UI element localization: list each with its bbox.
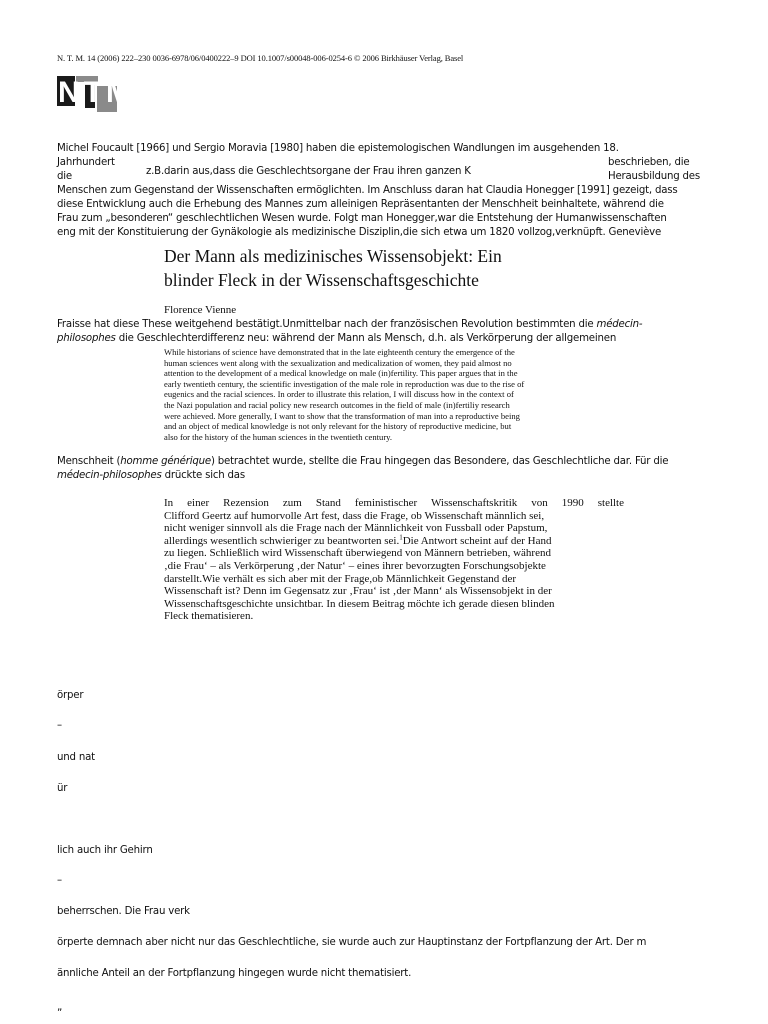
article-title-line-2: blinder Fleck in der Wissenschaftsgeschichte <box>164 270 479 290</box>
fraisse-line-1: Fraisse hat diese These weitgehend bestätigt.Unmittelbar nach der französischen Revolution bestimmten die médecin- <box>57 319 643 330</box>
intro-line-3c: Herausbildung des <box>608 171 700 182</box>
fragment-8: örperte demnach aber nicht nur das Geschlechtliche, sie wurde auch zur Hauptinstanz der Fortpflanzung der Art. Der m <box>57 937 647 948</box>
main-line: nicht weniger sinnvoll als die Frage nach der Männlichkeit von Fussball oder Papstum, <box>164 522 548 535</box>
abstract-line: were achieved. More generally, I want to show that the transformation of man into a reproductive being <box>164 410 520 421</box>
ntm-logo <box>57 76 135 112</box>
main-line: Wissenschaft ist? Denn im Gegensatz zur ‚Frau‘ ist ‚der Mann‘ als Wissensobjekt in der <box>164 585 552 598</box>
intro-line-5: diese Entwicklung auch die Erhebung des Mannes zum alleinigen Repräsentanten der Menschheit beinhaltete, während die <box>57 199 664 210</box>
main-line: darstellt.Wie verhält es sich aber mit der Frage,ob Männlichkeit Gegenstand der <box>164 572 517 585</box>
fragment-5: lich auch ihr Gehirn <box>57 845 153 856</box>
article-title-line-1: Der Mann als medizinisches Wissensobjekt: Ein <box>164 246 502 266</box>
author-name: Florence Vienne <box>164 304 237 316</box>
abstract-line: also for the history of the human sciences in the twentieth century. <box>164 431 393 442</box>
fragment-3: und nat <box>57 752 95 763</box>
intro-line-3a: die <box>57 171 72 182</box>
intro-line-7: eng mit der Konstituierung der Gynäkologie als medizinische Disziplin,die sich etwa um 1820 vollzog,verknüpft. Geneviève <box>57 227 662 238</box>
intro-line-2b: beschrieben, die <box>608 157 690 168</box>
intro-line-1: Michel Foucault [1966] und Sergio Moravia [1980] haben die epistemologischen Wandlungen im ausgehenden 18. <box>57 143 619 154</box>
main-line: ‚die Frau‘ – als Verkörperung ‚der Natur‘ – eines ihrer bevorzugten Forschungsobjekte <box>164 559 546 572</box>
menschheit-line-1: Menschheit (homme générique) betrachtet wurde, stellte die Frau hingegen das Besondere, das Geschlechtliche dar. Für die <box>57 456 669 467</box>
main-paragraph <box>164 497 624 623</box>
fragment-4: ür <box>57 783 68 794</box>
intro-line-3b: z.B.darin aus,dass die Geschlechtsorgane der Frau ihren ganzen K <box>146 166 471 177</box>
fragment-2: – <box>57 720 62 731</box>
main-line: Clifford Geertz auf humorvolle Art fest, dass die Frage, ob Wissenschaft männlich sei, <box>164 509 545 522</box>
fragment-9: ännliche Anteil an der Fortpflanzung hingegen wurde nicht thematisiert. <box>57 968 412 979</box>
intro-line-2a: Jahrhundert <box>57 157 115 168</box>
fragment-7: beherrschen. Die Frau verk <box>57 906 190 917</box>
fragment-6: – <box>57 875 62 886</box>
main-line: allerdings wesentlich schwieriger zu beantworten sei.$^1$Die Antwort scheint auf der Hand <box>164 533 552 547</box>
main-line: In einer Rezension zum Stand feministischer Wissenschaftskritik von 1990 stellte <box>164 497 624 509</box>
abstract-line: While historians of science have demonstrated that in the late eighteenth century the emergence of the <box>164 347 515 357</box>
intro-line-6: Frau zum „besonderen“ geschlechtlichen Wesen wurde. Folgt man Honegger,war die Entstehung der Humanwissenschaften <box>57 213 667 224</box>
abstract-line: eugenics and the racial sciences. In order to illustrate this relation, I will discuss how in the context of <box>164 389 514 400</box>
fraisse-line-2: philosophes die Geschlechterdifferenz neu: während der Mann als Mensch, d.h. als Verkörperung der allgemeinen <box>57 333 617 344</box>
fragment-10: „ <box>57 1002 63 1013</box>
main-line: zu liegen. Schließlich wird Wissenschaft überwiegend von Männern betrieben, während <box>164 547 551 560</box>
abstract-line: the Nazi population and racial policy new research outcomes in the field of male (in)fertiliy research <box>164 399 510 410</box>
ntm-logo-text: NTM <box>58 76 135 109</box>
abstract-line: attention to the development of a medical knowledge on male (in)fertility. This paper argues that in the <box>164 368 518 379</box>
menschheit-line-2: médecin-philosophes drückte sich das <box>57 470 245 481</box>
abstract-line: early twentieth century, the scientific investigation of the male role in reproduction was due to the rise of <box>164 378 525 389</box>
main-line: Wissenschaftsgeschichte unsichtbar. In diesem Beitrag möchte ich gerade diesen blinden <box>164 597 555 610</box>
footnote-marker[interactable]: 1 <box>399 533 403 542</box>
main-line: Fleck thematisieren. <box>164 610 254 623</box>
citation-line: N. T. M. 14 (2006) 222–230 0036-6978/06/0400222–9 DOI 10.1007/s00048-006-0254-6 © 2006 Birkhäuser Verlag, Basel <box>57 53 464 63</box>
abstract-line: human sciences went along with the sexualization and medicalization of women, they paid almost no <box>164 357 512 368</box>
abstract-line: and an object of medical knowledge is not only relevant for the history of reproductive medicine, but <box>164 421 512 432</box>
abstract <box>164 347 624 442</box>
fragment-1: örper <box>57 690 84 701</box>
intro-line-4: Menschen zum Gegenstand der Wissenschaften ermöglichten. Im Anschluss daran hat Claudia Honegger [1991] gezeigt, dass <box>57 185 678 196</box>
